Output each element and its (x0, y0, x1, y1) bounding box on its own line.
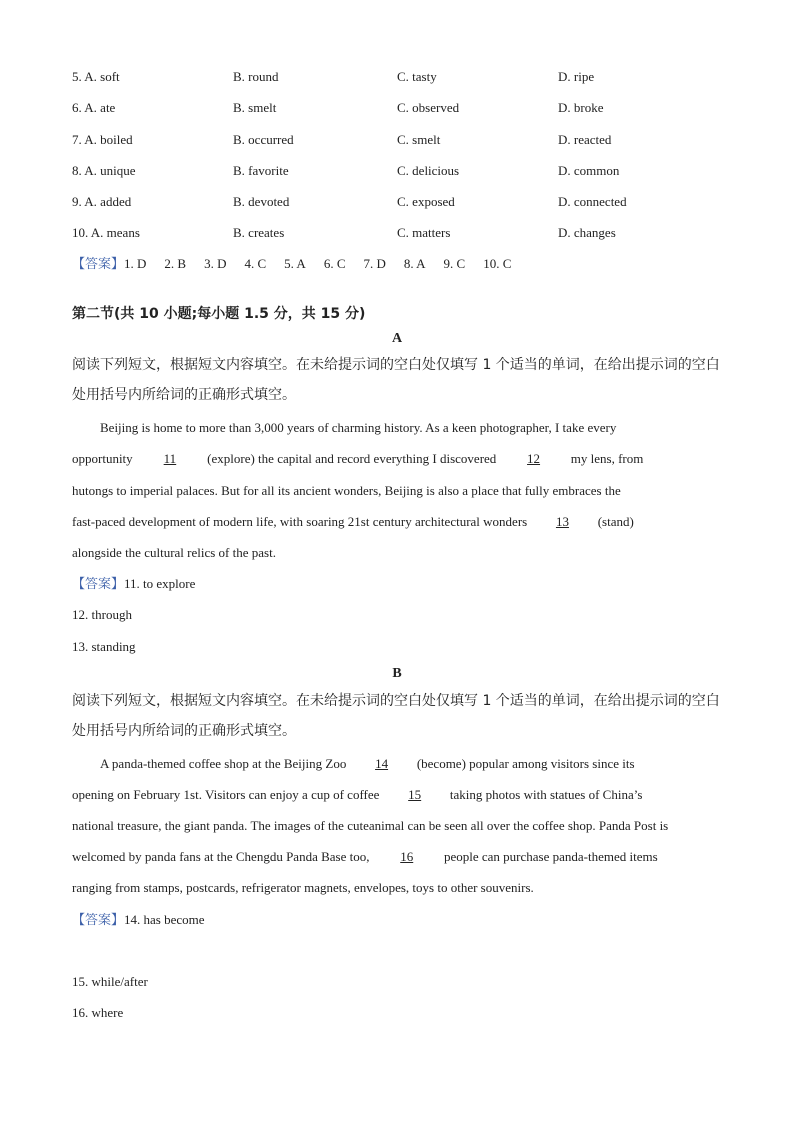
option-item: C. matters (397, 225, 451, 240)
blank-15: 15 (408, 787, 422, 802)
option-item: B. smelt (233, 100, 277, 115)
section-title: 第二节(共 10 小题;每小题 1.5 分，共 15 分) (72, 306, 366, 322)
blank-16: 16 (400, 849, 414, 864)
answer-14: 14. has become (124, 912, 205, 927)
answer-item: 2. B (164, 256, 187, 271)
text: (stand) (594, 514, 634, 529)
blank-12: 12 (527, 451, 541, 466)
passage-b-instruction-1: 阅读下列短文，根据短文内容填空。在未给提示词的空白处仅填写 1 个适当的单词，在给出提示词的空白 (72, 693, 720, 709)
option-item: 7. A. boiled (72, 132, 133, 147)
answer-11: 11. to explore (124, 576, 196, 591)
answer-item: 3. D (204, 256, 227, 271)
text: (explore) the capital and record everything I discovered (203, 451, 500, 466)
passage-a-answer-2: 12. through (72, 607, 132, 622)
text: people can purchase panda-themed items (440, 849, 658, 864)
option-item: D. common (558, 163, 620, 178)
passage-b-answer-3: 16. where (72, 1005, 124, 1020)
option-item: C. exposed (397, 194, 455, 209)
answer-item: 4. C (244, 256, 267, 271)
passage-a-line-5: alongside the cultural relics of the past. (72, 545, 276, 560)
option-item: C. delicious (397, 163, 460, 178)
option-item: 9. A. added (72, 194, 132, 209)
passage-b-line-4 (72, 848, 658, 866)
answer-item: 9. C (443, 256, 466, 271)
answer-tag: 【答案】 (72, 256, 125, 271)
answer-tag: 【答案】 (72, 576, 125, 591)
passage-b-answer-2: 15. while/after (72, 974, 148, 989)
passage-a-answer-3: 13. standing (72, 639, 136, 654)
answer-tag: 【答案】 (72, 912, 125, 927)
option-item: C. smelt (397, 132, 441, 147)
passage-b-line-1 (100, 755, 635, 773)
passage-b-line-2 (72, 786, 642, 804)
answer-item: 6. C (323, 256, 346, 271)
option-item: D. broke (558, 100, 604, 115)
answer-key-part1 (72, 255, 529, 273)
option-item: B. occurred (233, 132, 294, 147)
passage-a-line-3: hutongs to imperial palaces. But for all its ancient wonders, Beijing is also a place that fully embraces the (72, 483, 621, 498)
text: my lens, from (567, 451, 644, 466)
option-item: B. creates (233, 225, 285, 240)
text: opening on February 1st. Visitors can enjoy a cup of coffee (72, 787, 383, 802)
text: welcomed by panda fans at the Chengdu Panda Base too, (72, 849, 373, 864)
answer-item: 7. D (363, 256, 386, 271)
option-item: 8. A. unique (72, 163, 136, 178)
option-item: 10. A. means (72, 225, 140, 240)
option-item: B. favorite (233, 163, 289, 178)
option-item: D. ripe (558, 69, 595, 84)
passage-a-instruction-1: 阅读下列短文，根据短文内容填空。在未给提示词的空白处仅填写 1 个适当的单词，在给出提示词的空白 (72, 357, 720, 373)
text: taking photos with statues of China’s (446, 787, 643, 802)
answer-item: 10. C (483, 256, 512, 271)
passage-b-instruction-2: 处用括号内所给词的正确形式填空。 (72, 723, 296, 739)
option-item: 6. A. ate (72, 100, 116, 115)
passage-a-line-4 (72, 513, 634, 531)
text: A panda-themed coffee shop at the Beijing Zoo (100, 756, 350, 771)
passage-a-answer-1 (72, 575, 195, 593)
passage-b-heading: B (392, 666, 402, 681)
passage-b-line-3: national treasure, the giant panda. The images of the cuteanimal can be seen all over the coffee shop. Panda Post is (72, 818, 669, 833)
answer-item: 1. D (124, 256, 147, 271)
answer-item: 5. A (284, 256, 306, 271)
passage-a-line-2 (72, 450, 643, 468)
passage-b-answer-1 (72, 911, 205, 929)
text: fast-paced development of modern life, with soaring 21st century architectural wonders (72, 514, 531, 529)
option-item: C. observed (397, 100, 460, 115)
text: (become) popular among visitors since its (413, 756, 635, 771)
option-item: 5. A. soft (72, 69, 120, 84)
option-item: B. devoted (233, 194, 290, 209)
option-item: D. connected (558, 194, 627, 209)
passage-b-line-5: ranging from stamps, postcards, refrigerator magnets, envelopes, toys to other souvenirs. (72, 880, 534, 895)
passage-a-instruction-2: 处用括号内所给词的正确形式填空。 (72, 387, 296, 403)
blank-13: 13 (555, 514, 569, 529)
text: opportunity (72, 451, 136, 466)
option-item: B. round (233, 69, 279, 84)
passage-a-heading: A (391, 331, 403, 346)
answer-item: 8. A (403, 256, 426, 271)
passage-a-line-1: Beijing is home to more than 3,000 years of charming history. As a keen photographer, I take every (100, 420, 617, 435)
option-item: D. reacted (558, 132, 612, 147)
option-item: D. changes (558, 225, 616, 240)
blank-14: 14 (375, 756, 389, 771)
option-item: C. tasty (397, 69, 437, 84)
blank-11: 11 (163, 451, 177, 466)
